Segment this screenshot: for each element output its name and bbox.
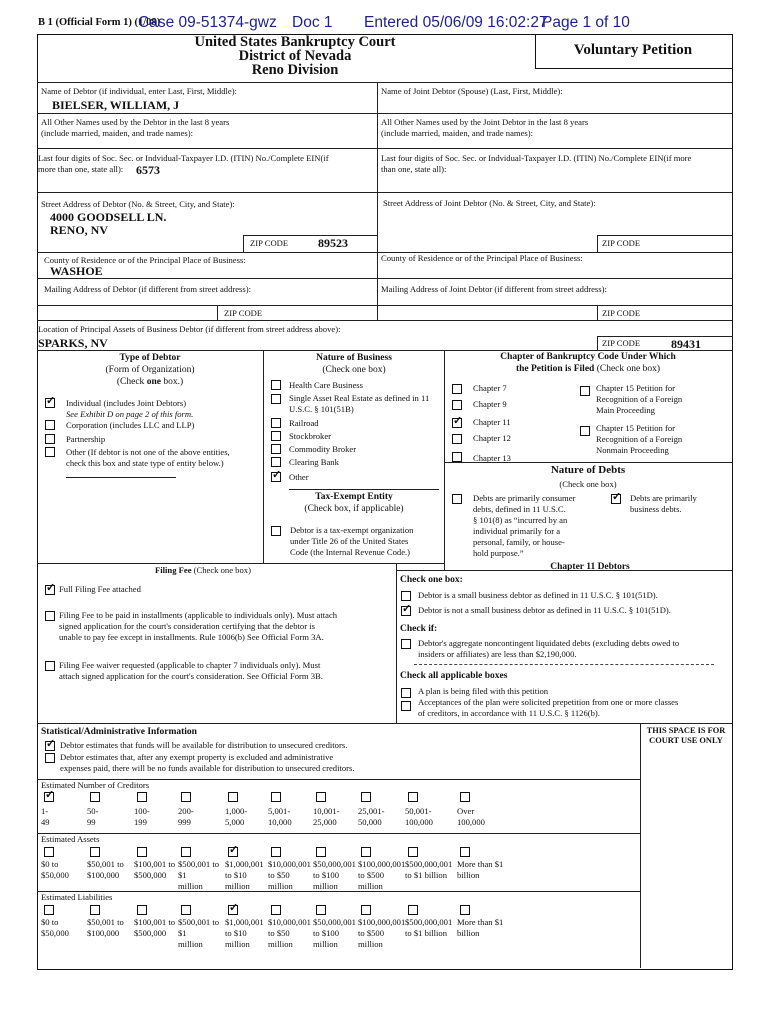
creditors-option-6-line-1: 5,001- xyxy=(268,806,291,816)
assets-option-8-line-2: to $500 xyxy=(358,870,385,880)
liabilities-checkbox-3[interactable] xyxy=(137,905,147,915)
creditors-label: Estimated Number of Creditors xyxy=(41,780,150,790)
debtor-ssn: 6573 xyxy=(136,163,160,177)
railroad-label: Railroad xyxy=(289,418,319,428)
form-id: B 1 (Official Form 1) (1/08) xyxy=(38,17,161,28)
assets-option-4-line-2: $1 xyxy=(178,870,187,880)
assets-checkbox-6[interactable] xyxy=(271,847,281,857)
creditors-option-9-line-2: 100,000 xyxy=(405,817,433,827)
entered-date: Entered 05/06/09 16:02:27 xyxy=(364,14,548,31)
creditors-checkbox-4[interactable] xyxy=(181,792,191,802)
ssn-label: Last four digits of Soc. Sec. or Indvidual-Taxpayer I.D. (ITIN) No./Complete EIN(if more than one, state all): xyxy=(38,153,329,174)
creditors-option-8-line-2: 50,000 xyxy=(358,817,382,827)
liabilities-option-3-line-2: $500,000 xyxy=(134,928,167,938)
assets-option-5-line-2: to $10 xyxy=(225,870,247,880)
creditors-option-5-line-2: 5,000 xyxy=(225,817,245,827)
liabilities-checkbox-5[interactable] xyxy=(228,905,238,915)
creditors-option-3-line-2: 199 xyxy=(134,817,147,827)
assets-checkbox-1[interactable] xyxy=(44,847,54,857)
case-number: Case 09-51374-gwz xyxy=(138,14,277,31)
creditors-option-5-line-1: 1,000- xyxy=(225,806,248,816)
assets-option-1-line-2: $50,000 xyxy=(41,870,69,880)
joint-name-label: Name of Joint Debtor (Spouse) (Last, First, Middle): xyxy=(381,86,563,96)
aggregate-debts-checkbox[interactable] xyxy=(401,639,411,649)
assets-option-7-line-2: to $100 xyxy=(313,870,340,880)
assets-option-7-line-1: $50,000,001 xyxy=(313,859,356,869)
joint-ssn-label: Last four digits of Soc. Sec. or Indvidual-Taxpayer I.D. (ITIN) No./Complete EIN(if more than one, state all): xyxy=(381,153,692,174)
location: SPARKS, NV xyxy=(38,336,108,350)
business-debts-checkbox[interactable] xyxy=(611,494,621,504)
creditors-option-1 xyxy=(41,806,50,828)
liabilities-option-6 xyxy=(268,917,311,950)
creditors-option-10-line-2: 100,000 xyxy=(457,817,485,827)
installments-checkbox[interactable] xyxy=(45,611,55,621)
assets-option-1 xyxy=(41,859,69,881)
zip-label: ZIP CODE xyxy=(250,238,289,248)
assets-option-10-line-1: More than $1 xyxy=(457,859,504,869)
assets-option-5-line-1: $1,000,001 xyxy=(225,859,264,869)
liabilities-option-4-line-2: $1 xyxy=(178,928,187,938)
check-all-applicable: Check all applicable boxes xyxy=(400,671,508,681)
funds-available-checkbox[interactable] xyxy=(45,741,55,751)
check-one-box: Check one box: xyxy=(400,575,463,585)
clearing-bank-label: Clearing Bank xyxy=(289,457,339,467)
court-name: United States Bankruptcy Court xyxy=(194,34,396,50)
liabilities-checkbox-2[interactable] xyxy=(90,905,100,915)
assets-option-6 xyxy=(268,859,311,892)
assets-option-7-line-3: million xyxy=(313,881,338,891)
liabilities-checkbox-8[interactable] xyxy=(361,905,371,915)
tax-exempt-checkbox[interactable] xyxy=(271,526,281,536)
full-fee-label: Full Filing Fee attached xyxy=(59,584,141,594)
liabilities-checkbox-9[interactable] xyxy=(408,905,418,915)
doc-number: Doc 1 xyxy=(292,14,333,31)
creditors-option-4-line-2: 999 xyxy=(178,817,191,827)
liabilities-option-7-line-3: million xyxy=(313,939,338,949)
creditors-option-8-line-1: 25,001- xyxy=(358,806,385,816)
small-business-checkbox[interactable] xyxy=(401,591,411,601)
creditors-option-8 xyxy=(358,806,385,828)
liabilities-option-7-line-2: to $100 xyxy=(313,928,340,938)
not-small-business-checkbox[interactable] xyxy=(401,606,411,616)
liabilities-option-6-line-1: $10,000,001 xyxy=(268,917,311,927)
liabilities-checkbox-6[interactable] xyxy=(271,905,281,915)
filing-fee-title: Filing Fee (Check one box) xyxy=(155,565,251,575)
assets-option-10 xyxy=(457,859,503,881)
waiver-label: Filing Fee waiver requested (applicable to chapter 7 individuals only). Must attach signed application for the court's consideration. See Official Form 3B. xyxy=(59,660,323,681)
creditors-option-1-line-2: 49 xyxy=(41,817,50,827)
liabilities-option-8-line-3: million xyxy=(358,939,383,949)
location-zip: 89431 xyxy=(671,337,701,351)
liabilities-option-10 xyxy=(457,917,503,939)
stockbroker-label: Stockbroker xyxy=(289,431,332,441)
commodity-checkbox[interactable] xyxy=(271,444,281,454)
street-label: Street Address of Debtor (No. & Street, City, and State): xyxy=(41,199,235,209)
liabilities-option-2-line-2: $100,000 xyxy=(87,928,120,938)
assets-option-3 xyxy=(134,859,175,881)
assets-option-8 xyxy=(358,859,405,892)
liabilities-label: Estimated Liabilities xyxy=(41,892,113,902)
assets-option-5-line-3: million xyxy=(225,881,250,891)
creditors-checkbox-6[interactable] xyxy=(271,792,281,802)
chapter-7-label: Chapter 7 xyxy=(473,383,507,393)
chapter-12-checkbox[interactable] xyxy=(452,434,462,444)
liabilities-option-3-line-1: $100,001 to xyxy=(134,917,176,927)
aggregate-debts-label: Debtor's aggregate noncontingent liquidated debts (excluding debts owed to insiders or affiliates) are less than $2,190,000. xyxy=(418,638,680,659)
assets-checkbox-5[interactable] xyxy=(228,847,238,857)
chapter-12-label: Chapter 12 xyxy=(473,433,511,443)
chapter-title: Chapter of Bankruptcy Code Under Which the Petition is Filed (Check one box) xyxy=(500,352,676,374)
chapter-15-main-label: Chapter 15 Petition for Recognition of a Foreign Main Proceeding xyxy=(596,383,683,415)
creditors-checkbox-2[interactable] xyxy=(90,792,100,802)
liabilities-checkbox-7[interactable] xyxy=(316,905,326,915)
other-business-checkbox[interactable] xyxy=(271,472,281,482)
assets-option-2-line-1: $50,001 to xyxy=(87,859,124,869)
mailing-zip-label: ZIP CODE xyxy=(224,308,263,318)
liabilities-option-7-line-1: $50,000,001 xyxy=(313,917,356,927)
assets-option-2-line-2: $100,000 xyxy=(87,870,120,880)
chapter-15-nonmain-label: Chapter 15 Petition for Recognition of a Foreign Nonmain Proceeding xyxy=(596,423,683,455)
assets-option-2 xyxy=(87,859,124,881)
stat-title: Statistical/Administrative Information xyxy=(41,727,197,737)
assets-checkbox-7[interactable] xyxy=(316,847,326,857)
railroad-checkbox[interactable] xyxy=(271,418,281,428)
business-debts-label: Debts are primarily business debts. xyxy=(630,493,697,514)
joint-mailing-label: Mailing Address of Joint Debtor (if different from street address): xyxy=(381,284,607,294)
petition-title: Voluntary Petition xyxy=(573,42,693,58)
assets-option-8-line-1: $100,000,001 xyxy=(358,859,406,869)
liabilities-option-4-line-3: million xyxy=(178,939,203,949)
creditors-checkbox-5[interactable] xyxy=(228,792,238,802)
liabilities-option-9-line-1: $500,000,001 xyxy=(405,917,453,927)
consumer-debts-checkbox[interactable] xyxy=(452,494,462,504)
assets-option-6-line-2: to $50 xyxy=(268,870,290,880)
joint-county-label: County of Residence or of the Principal Place of Business: xyxy=(381,253,583,263)
clearing-bank-checkbox[interactable] xyxy=(271,457,281,467)
not-small-business-label: Debtor is not a small business debtor as defined in 11 U.S.C. § 101(51D). xyxy=(418,605,671,615)
assets-checkbox-4[interactable] xyxy=(181,847,191,857)
single-asset-label: Single Asset Real Estate as defined in 11 U.S.C. § 101(51B) xyxy=(289,393,430,414)
liabilities-option-10-line-2: billion xyxy=(457,928,480,938)
small-business-label: Debtor is a small business debtor as defined in 11 U.S.C. § 101(51D). xyxy=(418,590,658,600)
other-entity-checkbox[interactable] xyxy=(45,447,55,457)
creditors-option-4 xyxy=(178,806,194,828)
liabilities-option-8-line-2: to $500 xyxy=(358,928,385,938)
page-number: Page 1 of 10 xyxy=(542,14,630,31)
liabilities-option-2 xyxy=(87,917,124,939)
nature-of-debts-sub: (Check one box) xyxy=(559,479,617,489)
creditors-option-10-line-1: Over xyxy=(457,806,475,816)
assets-option-9-line-1: $500,000,001 xyxy=(405,859,453,869)
liabilities-option-6-line-3: million xyxy=(268,939,293,949)
liabilities-option-9 xyxy=(405,917,452,939)
funds-available-label: Debtor estimates that funds will be available for distribution to unsecured creditors. xyxy=(60,740,348,750)
liabilities-option-4-line-1: $500,001 to xyxy=(178,917,220,927)
single-asset-checkbox[interactable] xyxy=(271,394,281,404)
liabilities-option-8 xyxy=(358,917,405,950)
assets-option-3-line-1: $100,001 to xyxy=(134,859,176,869)
liabilities-option-1-line-2: $50,000 xyxy=(41,928,69,938)
creditors-option-2-line-1: 50- xyxy=(87,806,99,816)
liabilities-checkbox-10[interactable] xyxy=(460,905,470,915)
mailing-label: Mailing Address of Debtor (if different from street address): xyxy=(44,284,251,294)
debtor-zip: 89523 xyxy=(318,236,348,250)
nature-of-debts-title: Nature of Debts xyxy=(550,464,626,476)
creditors-option-7 xyxy=(313,806,340,828)
individual-note: See Exhibit D on page 2 of this form. xyxy=(66,409,194,419)
debtor-name: BIELSER, WILLIAM, J xyxy=(52,98,180,112)
liabilities-checkbox-1[interactable] xyxy=(44,905,54,915)
liabilities-option-8-line-1: $100,000,001 xyxy=(358,917,406,927)
creditors-option-4-line-1: 200- xyxy=(178,806,194,816)
plan-filed-label: A plan is being filed with this petition xyxy=(418,686,549,696)
location-zip-label: ZIP CODE xyxy=(602,338,641,348)
chapter-9-label: Chapter 9 xyxy=(473,399,507,409)
chapter-11-label: Chapter 11 xyxy=(473,417,511,427)
installments-label: Filing Fee to be paid in installments (applicable to individuals only). Must attach signed application for the court's consideration certifying that the debtor is unable to pay fee except in installments. Rule 1006(b) See Official Form 3A. xyxy=(59,610,338,642)
full-fee-checkbox[interactable] xyxy=(45,585,55,595)
liabilities-option-10-line-1: More than $1 xyxy=(457,917,504,927)
chapter-9-checkbox[interactable] xyxy=(452,400,462,410)
creditors-checkbox-3[interactable] xyxy=(137,792,147,802)
liabilities-option-5-line-1: $1,000,001 xyxy=(225,917,264,927)
creditors-checkbox-7[interactable] xyxy=(316,792,326,802)
check-if: Check if: xyxy=(400,624,438,634)
creditors-checkbox-9[interactable] xyxy=(408,792,418,802)
creditors-option-6 xyxy=(268,806,292,828)
liabilities-option-4 xyxy=(178,917,219,950)
creditors-checkbox-10[interactable] xyxy=(460,792,470,802)
nature-of-business: Nature of Business (Check one box) xyxy=(316,353,392,375)
assets-option-5 xyxy=(225,859,264,892)
creditors-option-2 xyxy=(87,806,98,828)
assets-option-10-line-2: billion xyxy=(457,870,480,880)
individual-label: Individual (includes Joint Debtors) xyxy=(66,398,187,408)
liabilities-option-6-line-2: to $50 xyxy=(268,928,290,938)
joint-street-label: Street Address of Joint Debtor (No. & Street, City, and State): xyxy=(383,198,596,208)
county-label: County of Residence or of the Principal Place of Business: xyxy=(44,255,246,265)
other-business-label: Other xyxy=(289,472,309,482)
stockbroker-checkbox[interactable] xyxy=(271,431,281,441)
liabilities-option-7 xyxy=(313,917,356,950)
assets-checkbox-2[interactable] xyxy=(90,847,100,857)
creditors-option-7-line-2: 25,000 xyxy=(313,817,337,827)
street-line-2: RENO, NV xyxy=(50,223,109,237)
debtor-name-label: Name of Debtor (if individual, enter Last, First, Middle): xyxy=(41,86,237,96)
creditors-checkbox-1[interactable] xyxy=(44,792,54,802)
court-division: Reno Division xyxy=(251,62,339,78)
assets-option-7 xyxy=(313,859,356,892)
creditors-option-1-line-1: 1- xyxy=(41,806,49,816)
liabilities-option-2-line-1: $50,001 to xyxy=(87,917,124,927)
health-care-label: Health Care Business xyxy=(289,380,363,390)
creditors-option-9-line-1: 50,001- xyxy=(405,806,432,816)
chapter-13-label: Chapter 13 xyxy=(473,453,511,463)
tax-exempt: Tax-Exempt Entity (Check box, if applicable) xyxy=(304,492,404,514)
liabilities-option-5-line-2: to $10 xyxy=(225,928,247,938)
assets-checkbox-9[interactable] xyxy=(408,847,418,857)
liabilities-option-5 xyxy=(225,917,264,950)
creditors-option-10 xyxy=(457,806,485,828)
other-names-label: All Other Names used by the Debtor in the last 8 years (include married, maiden, and trade names): xyxy=(41,117,230,138)
assets-option-4 xyxy=(178,859,219,892)
court-use-only: THIS SPACE IS FOR COURT USE ONLY xyxy=(646,726,726,745)
assets-option-4-line-3: million xyxy=(178,881,203,891)
consumer-debts-label: Debts are primarily consumer debts, defined in 11 U.S.C. § 101(8) as “incurred by an individual primarily for a personal, family, or house- hold purpose.” xyxy=(473,493,576,558)
ch11-debtors-title: Chapter 11 Debtors xyxy=(550,562,630,572)
waiver-checkbox[interactable] xyxy=(45,661,55,671)
chapter-7-checkbox[interactable] xyxy=(452,384,462,394)
acceptances-checkbox[interactable] xyxy=(401,701,411,711)
no-funds-label: Debtor estimates that, after any exempt property is excluded and administrative expenses paid, there will be no funds available for distribution to unsecured creditors. xyxy=(60,752,355,773)
creditors-option-7-line-1: 10,001- xyxy=(313,806,340,816)
tax-exempt-label: Debtor is a tax-exempt organization under Title 26 of the United States Code (the Internal Revenue Code.) xyxy=(290,525,414,557)
court-district: District of Nevada xyxy=(238,48,352,64)
liabilities-option-3 xyxy=(134,917,175,939)
acceptances-label: Acceptances of the plan were solicited prepetition from one or more classes of creditors, in accordance with 11 U.S.C. § 1126(b). xyxy=(418,697,679,718)
assets-option-9 xyxy=(405,859,452,881)
assets-option-4-line-1: $500,001 to xyxy=(178,859,220,869)
health-care-checkbox[interactable] xyxy=(271,380,281,390)
no-funds-checkbox[interactable] xyxy=(45,753,55,763)
partnership-checkbox[interactable] xyxy=(45,434,55,444)
liabilities-option-1 xyxy=(41,917,69,939)
assets-option-8-line-3: million xyxy=(358,881,383,891)
partnership-label: Partnership xyxy=(66,434,106,444)
assets-option-1-line-1: $0 to xyxy=(41,859,59,869)
type-of-debtor: Type of Debtor (Form of Organization) (Check one box.) xyxy=(105,353,195,387)
street-line-1: 4000 GOODSELL LN. xyxy=(50,210,167,224)
court-title xyxy=(150,35,440,77)
assets-checkbox-3[interactable] xyxy=(137,847,147,857)
commodity-label: Commodity Broker xyxy=(289,444,357,454)
joint-other-names-label: All Other Names used by the Joint Debtor in the last 8 years (include married, maiden, and trade names): xyxy=(381,117,589,138)
liabilities-checkbox-4[interactable] xyxy=(181,905,191,915)
creditors-option-5 xyxy=(225,806,247,828)
joint-zip-label: ZIP CODE xyxy=(602,238,641,248)
assets-label: Estimated Assets xyxy=(41,834,100,844)
liabilities-option-5-line-3: million xyxy=(225,939,250,949)
location-label: Location of Principal Assets of Business Debtor (if different from street address above): xyxy=(38,324,341,334)
corporation-checkbox[interactable] xyxy=(45,420,55,430)
other-entity-label: Other (If debtor is not one of the above entities, check this box and state type of entity below.) xyxy=(66,447,230,468)
county: WASHOE xyxy=(50,264,103,278)
creditors-option-3-line-1: 100- xyxy=(134,806,150,816)
assets-option-6-line-1: $10,000,001 xyxy=(268,859,311,869)
corporation-label: Corporation (includes LLC and LLP) xyxy=(66,420,195,430)
chapter-13-checkbox[interactable] xyxy=(452,452,462,462)
creditors-option-2-line-2: 99 xyxy=(87,817,96,827)
joint-mailing-zip-label: ZIP CODE xyxy=(602,308,641,318)
chapter-15-main-checkbox[interactable] xyxy=(580,386,590,396)
creditors-option-9 xyxy=(405,806,433,828)
assets-checkbox-10[interactable] xyxy=(460,847,470,857)
liabilities-option-1-line-1: $0 to xyxy=(41,917,59,927)
creditors-option-3 xyxy=(134,806,150,828)
creditors-checkbox-8[interactable] xyxy=(361,792,371,802)
chapter-15-nonmain-checkbox[interactable] xyxy=(580,426,590,436)
assets-option-6-line-3: million xyxy=(268,881,293,891)
assets-option-9-line-2: to $1 billion xyxy=(405,870,448,880)
chapter-11-checkbox[interactable] xyxy=(452,418,462,428)
individual-checkbox[interactable] xyxy=(45,398,55,408)
creditors-option-6-line-2: 10,000 xyxy=(268,817,292,827)
assets-checkbox-8[interactable] xyxy=(361,847,371,857)
assets-option-3-line-2: $500,000 xyxy=(134,870,167,880)
liabilities-option-9-line-2: to $1 billion xyxy=(405,928,448,938)
plan-filed-checkbox[interactable] xyxy=(401,688,411,698)
